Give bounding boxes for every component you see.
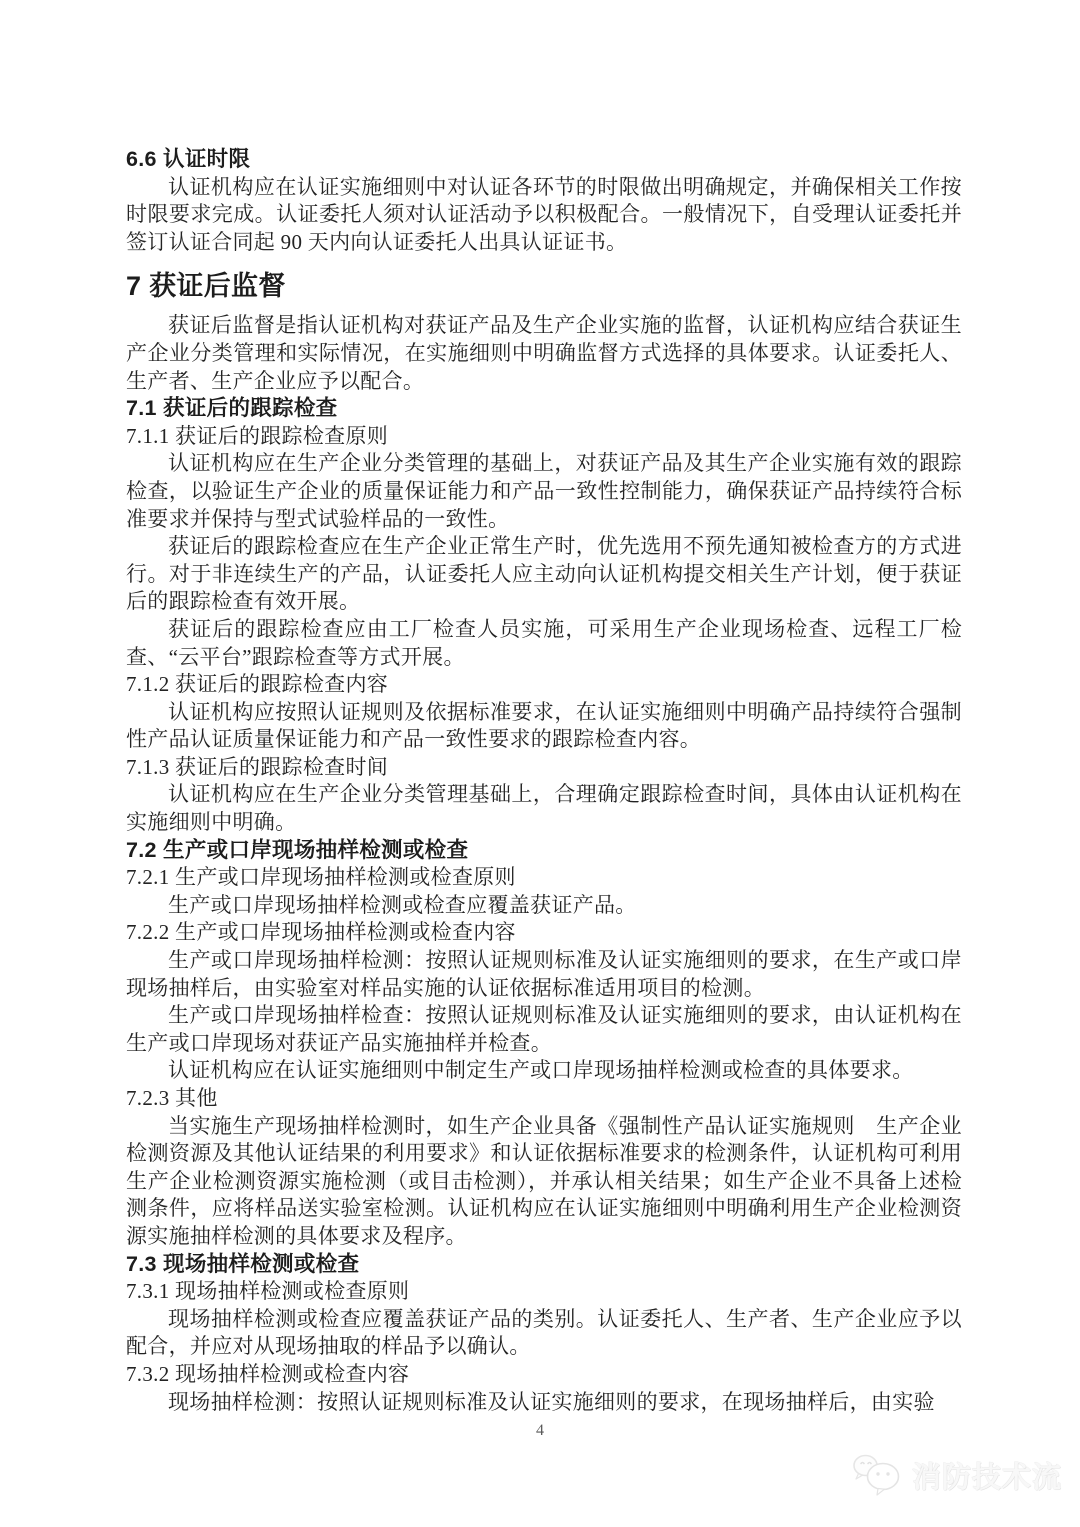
- para-7-3-2-truncated: 现场抽样检测：按照认证规则标准及认证实施细则的要求，在现场抽样后，由实验: [168, 1389, 935, 1414]
- para-7-3-1: 现场抽样检测或检查应覆盖获证产品的类别。认证委托人、生产者、生产企业应予以配合，并应对从现场抽取的样品予以确认。: [126, 1306, 962, 1359]
- heading-6-6: 6.6 认证时限: [126, 147, 251, 171]
- heading-7-2-2: 7.2.2 生产或口岸现场抽样检测或检查内容: [126, 920, 516, 945]
- para-7-2-3: 当实施生产现场抽样检测时，如生产企业具备《强制性产品认证实施规则 生产企业检测资源及其他认证结果的利用要求》和认证依据标准要求的检测条件，认证机构可利用生产企业检测资源实施检测（或目击检测），并承认相关结果；如生产企业不具备上述检测条件，应将样品送实验室检测。认证机构应在认证实施细则中明确利用生产企业检测资源实施抽样检测的具体要求及程序。: [126, 1113, 962, 1248]
- para-7-2-2-b: 生产或口岸现场抽样检查：按照认证规则标准及认证实施细则的要求，由认证机构在生产或口岸现场对获证产品实施抽样并检查。: [126, 1003, 962, 1055]
- para-7-1-1-c: 获证后的跟踪检查应由工厂检查人员实施，可采用生产企业现场检查、远程工厂检查、“云平台”跟踪检查等方式开展。: [126, 616, 962, 669]
- para-7-1-1-a: 认证机构应在生产企业分类管理的基础上，对获证产品及其生产企业实施有效的跟踪检查，以验证生产企业的质量保证能力和产品一致性控制能力，确保获证产品持续符合标准要求并保持与型式试验样品的一致性。: [126, 451, 962, 531]
- para-7-2-2-c: 认证机构应在认证实施细则中制定生产或口岸现场抽样检测或检查的具体要求。: [168, 1058, 914, 1083]
- heading-7-3: 7.3 现场抽样检测或检查: [126, 1251, 360, 1276]
- watermark: [851, 1452, 1062, 1498]
- document-body: [126, 146, 962, 1416]
- heading-7-3-2: 7.3.2 现场抽样检测或检查内容: [126, 1361, 410, 1386]
- para-7-2-1: 生产或口岸现场抽样检测或检查应覆盖获证产品。: [168, 892, 637, 917]
- heading-7-2-1: 7.2.1 生产或口岸现场抽样检测或检查原则: [126, 865, 516, 890]
- para-7-1-3: 认证机构应在生产企业分类管理基础上，合理确定跟踪检查时间，具体由认证机构在实施细则中明确。: [126, 782, 962, 835]
- heading-7-1-2: 7.1.2 获证后的跟踪检查内容: [126, 672, 389, 697]
- heading-7-1-3: 7.1.3 获证后的跟踪检查时间: [126, 754, 389, 779]
- heading-7-1: 7.1 获证后的跟踪检查: [126, 396, 338, 421]
- para-7-intro: 获证后监督是指认证机构对获证产品及生产企业实施的监督，认证机构应结合获证生产企业分类管理和实际情况，在实施细则中明确监督方式选择的具体要求。认证委托人、生产者、生产企业应予以配合。: [126, 313, 962, 393]
- heading-7-2-3: 7.2.3 其他: [126, 1086, 218, 1110]
- para-7-1-1-b: 获证后的跟踪检查应在生产企业正常生产时，优先选用不预先通知被检查方的方式进行。对于非连续生产的产品，认证委托人应主动向认证机构提交相关生产计划，便于获证后的跟踪检查有效开展。: [126, 534, 962, 614]
- para-6-6: 认证机构应在认证实施细则中对认证各环节的时限做出明确规定，并确保相关工作按时限要求完成。认证委托人须对认证活动予以积极配合。一般情况下，自受理认证委托并签订认证合同起 90 天内向认证委托人出具认证证书。: [126, 174, 962, 254]
- para-7-2-2-a: 生产或口岸现场抽样检测：按照认证规则标准及认证实施细则的要求，在生产或口岸现场抽样后，由实验室对样品实施的认证依据标准适用项目的检测。: [126, 948, 962, 1000]
- para-7-1-2: 认证机构应按照认证规则及依据标准要求，在认证实施细则中明确产品持续符合强制性产品认证质量保证能力和产品一致性要求的跟踪检查内容。: [126, 699, 962, 752]
- heading-7-1-1: 7.1.1 获证后的跟踪检查原则: [126, 423, 389, 448]
- wechat-icon: [851, 1452, 903, 1498]
- chapter-heading-7: 7 获证后监督: [126, 271, 286, 302]
- heading-7-3-1: 7.3.1 现场抽样检测或检查原则: [126, 1279, 410, 1304]
- watermark-label: 消防技术流: [911, 1461, 1062, 1494]
- heading-7-2: 7.2 生产或口岸现场抽样检测或检查: [126, 837, 469, 862]
- page-number: 4: [536, 1422, 544, 1439]
